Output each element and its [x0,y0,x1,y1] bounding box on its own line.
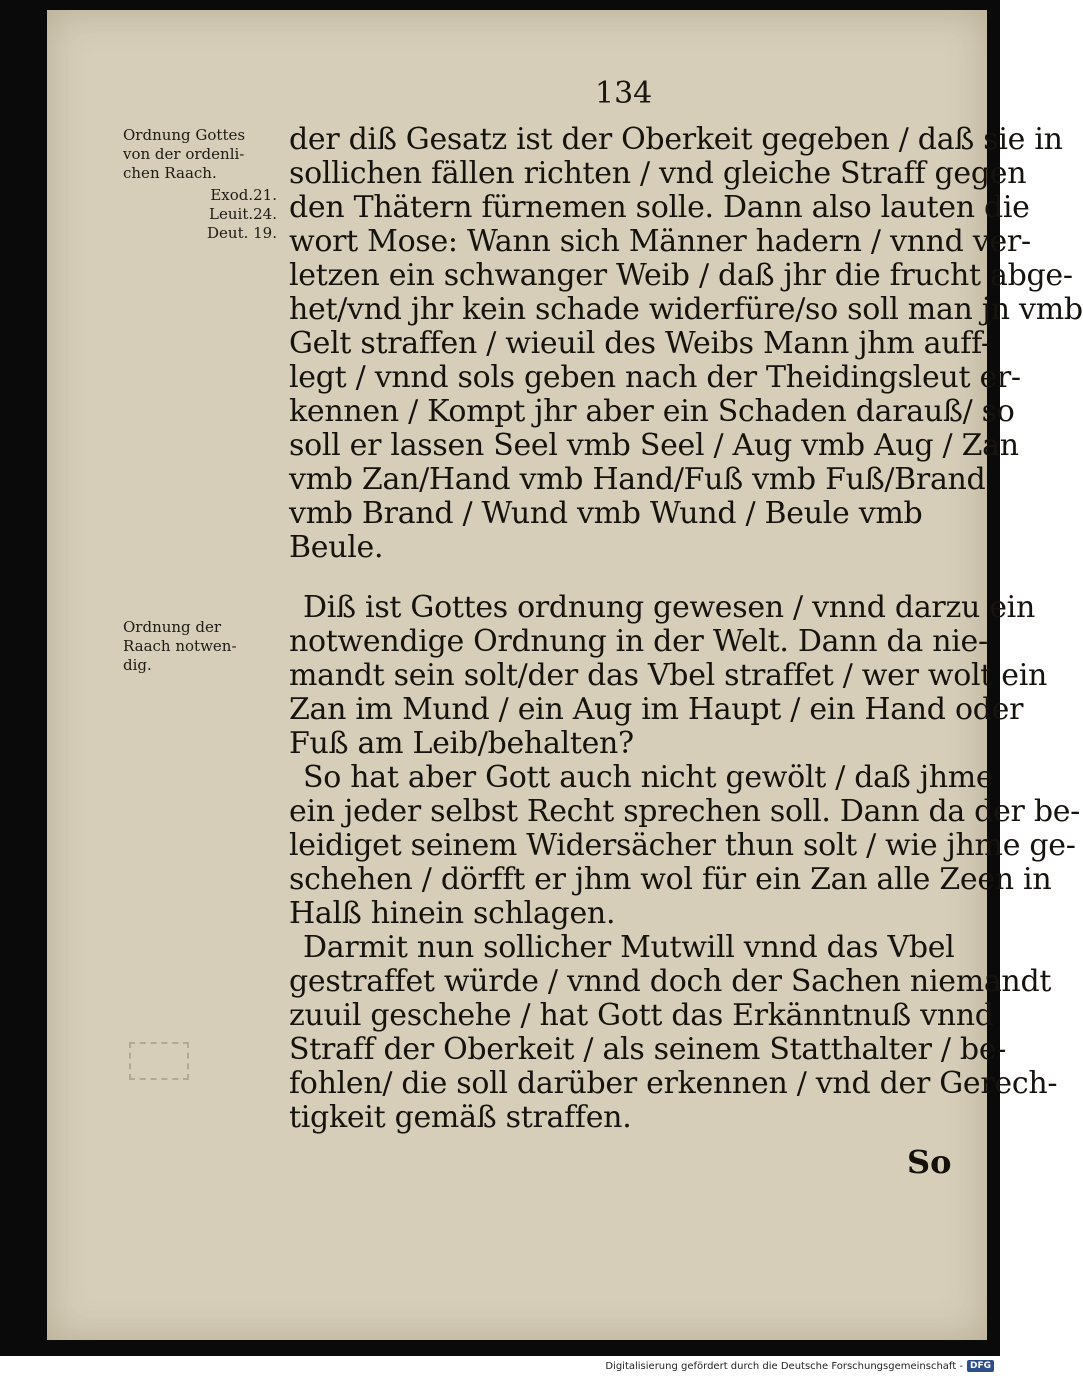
body-line: wort Mose: Wann sich Männer hadern / vnnd ver- [289,224,1031,259]
body-line: gestraffet würde / vnnd doch der Sachen niemandt [289,964,1052,999]
body-line: Darmit nun sollicher Mutwill vnnd das Vbel [303,930,955,965]
catchword: So [907,1143,952,1181]
margin-note-ordnung-gottes [123,126,293,183]
body-line: Fuß am Leib/behalten? [289,726,634,761]
body-line: vmb Zan/Hand vmb Hand/Fuß vmb Fuß/Brand [289,462,986,497]
dfg-logo-icon: DFG [967,1360,994,1372]
body-line: kennen / Kompt jhr aber ein Schaden darauß/ so [289,394,1015,429]
margin-note-line: Ordnung der [123,618,222,636]
digitization-footer [605,1358,994,1374]
margin-note-line: Ordnung Gottes [123,126,246,144]
library-stamp [129,1042,189,1080]
body-line: ein jeder selbst Recht sprechen soll. Dann da der be- [289,794,1081,829]
body-line: Halß hinein schlagen. [289,896,616,931]
margin-note-line: chen Raach. [123,164,217,182]
body-line: het/vnd jhr kein schade widerfüre/so soll man jn vmb [289,292,1083,327]
footer-credit: Digitalisierung gefördert durch die Deutsche Forschungsgemeinschaft - [605,1360,963,1372]
book-page [47,10,1083,1340]
body-line: Diß ist Gottes ordnung gewesen / vnnd darzu ein [303,590,1035,625]
margin-note-line: Exod.21. [210,186,277,204]
margin-note-line: Leuit.24. [209,205,277,223]
margin-note-references [147,186,277,243]
body-line: Zan im Mund / ein Aug im Haupt / ein Hand oder [289,692,1024,727]
body-line: notwendige Ordnung in der Welt. Dann da nie- [289,624,988,659]
body-line: Straff der Oberkeit / als seinem Statthalter / be- [289,1032,1007,1067]
margin-note-line: von der ordenli- [123,145,245,163]
margin-note-line: Raach notwen- [123,637,237,655]
margin-note-line: Deut. 19. [207,224,277,242]
body-line: letzen ein schwanger Weib / daß jhr die frucht abge- [289,258,1073,293]
body-line: Beule. [289,530,384,565]
body-line: der diß Gesatz ist der Oberkeit gegeben / daß sie in [289,122,1063,157]
body-line: schehen / dörfft er jhm wol für ein Zan alle Zeen in [289,862,1052,897]
margin-note-line: dig. [123,656,152,674]
body-line: sollichen fällen richten / vnd gleiche Straff gegen [289,156,1027,191]
body-line: legt / vnnd sols geben nach der Theidingsleut er- [289,360,1021,395]
body-line: fohlen/ die soll darüber erkennen / vnd der Gerech- [289,1066,1058,1101]
body-line: den Thätern fürnemen solle. Dann also lauten die [289,190,1030,225]
body-line: So hat aber Gott auch nicht gewölt / daß jhme [303,760,994,795]
body-line: zuuil geschehe / hat Gott das Erkänntnuß vnnd [289,998,994,1033]
body-line: Gelt straffen / wieuil des Weibs Mann jhm auff- [289,326,991,361]
body-line: mandt sein solt/der das Vbel straffet / wer wolt ein [289,658,1048,693]
margin-note-ordnung-der-raach [123,618,293,675]
body-line: leidiget seinem Widersächer thun solt / wie jhme ge- [289,828,1076,863]
page-number: 134 [595,76,653,111]
body-line: soll er lassen Seel vmb Seel / Aug vmb Aug / Zan [289,428,1019,463]
body-line: tigkeit gemäß straffen. [289,1100,632,1135]
body-line: vmb Brand / Wund vmb Wund / Beule vmb [289,496,923,531]
